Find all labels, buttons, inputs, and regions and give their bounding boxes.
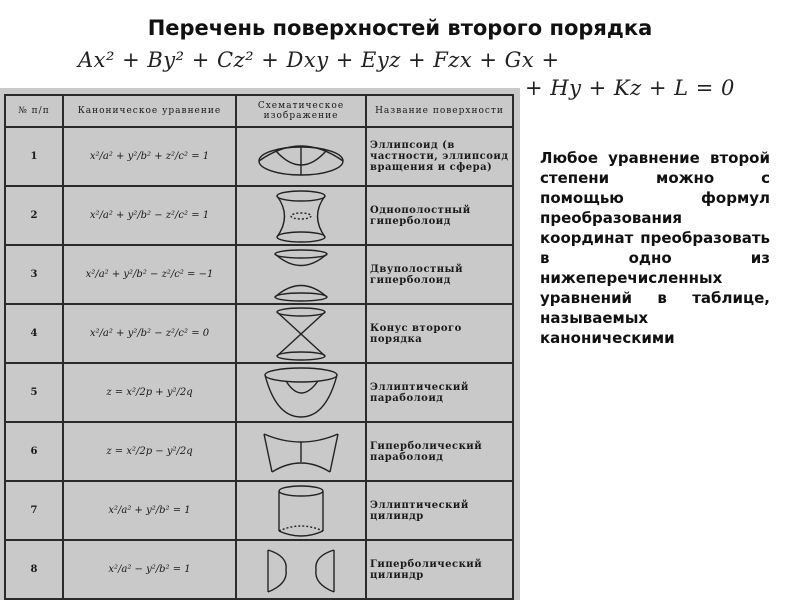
row-number: 7 — [5, 481, 63, 540]
row-number: 6 — [5, 422, 63, 481]
row-name: Однополостный гиперболоид — [366, 186, 513, 245]
row-number: 1 — [5, 127, 63, 186]
row-name: Двуполостный гиперболоид — [366, 245, 513, 304]
table-row — [5, 363, 513, 422]
surfaces-table — [4, 94, 514, 600]
row-number: 3 — [5, 245, 63, 304]
row-name: Эллипсоид (в частности, эллипсоид вращения и сфера) — [366, 127, 513, 186]
row-formula: x²/a² + y²/b² = 1 — [63, 481, 236, 540]
row-number: 8 — [5, 540, 63, 599]
row-formula: x²/a² + y²/b² + z²/c² = 1 — [63, 127, 236, 186]
row-formula: x²/a² + y²/b² − z²/c² = 0 — [63, 304, 236, 363]
row-formula: x²/a² + y²/b² − z²/c² = 1 — [63, 186, 236, 245]
table-row — [5, 422, 513, 481]
row-number: 2 — [5, 186, 63, 245]
row-name: Эллиптический параболоид — [366, 363, 513, 422]
description-text: Любое уравнение второй степени можно с помощью формул преобразования координат преобразовать в одно из нижеперечисленных уравнений в таблице, называемых каноническими — [540, 149, 770, 347]
elliptic-cylinder-icon — [246, 483, 356, 539]
row-name: Гиперболический параболоид — [366, 422, 513, 481]
elliptic-paraboloid-icon — [246, 365, 356, 421]
row-name: Эллиптический цилиндр — [366, 481, 513, 540]
row-formula: z = x²/2p − y²/2q — [63, 422, 236, 481]
two-sheet-hyperboloid-icon — [246, 247, 356, 303]
general-equation-line-2: + Hy + Kz + L = 0 — [525, 76, 735, 100]
header-name: Название поверхности — [366, 95, 513, 127]
table-row — [5, 481, 513, 540]
header-number: № п/п — [5, 95, 63, 127]
table-row — [5, 245, 513, 304]
row-number: 5 — [5, 363, 63, 422]
header-image: Схематическое изображение — [236, 95, 366, 127]
table-row — [5, 304, 513, 363]
row-name: Конус второго порядка — [366, 304, 513, 363]
table-row — [5, 186, 513, 245]
cone-icon — [246, 306, 356, 362]
row-formula: x²/a² − y²/b² = 1 — [63, 540, 236, 599]
row-name: Гиперболический цилиндр — [366, 540, 513, 599]
one-sheet-hyperboloid-icon — [246, 188, 356, 244]
table-header-row — [5, 95, 513, 127]
row-formula: x²/a² + y²/b² − z²/c² = −1 — [63, 245, 236, 304]
row-number: 4 — [5, 304, 63, 363]
hyperbolic-paraboloid-icon — [246, 424, 356, 480]
slide-title: Перечень поверхностей второго порядка — [147, 16, 653, 40]
general-equation-line-1: Ax² + By² + Cz² + Dxy + Eyz + Fzx + Gx + — [78, 48, 560, 72]
header-equation: Каноническое уравнение — [63, 95, 236, 127]
table-row — [5, 540, 513, 599]
row-formula: z = x²/2p + y²/2q — [63, 363, 236, 422]
table-row — [5, 127, 513, 186]
hyperbolic-cylinder-icon — [246, 542, 356, 598]
ellipsoid-icon — [246, 129, 356, 185]
